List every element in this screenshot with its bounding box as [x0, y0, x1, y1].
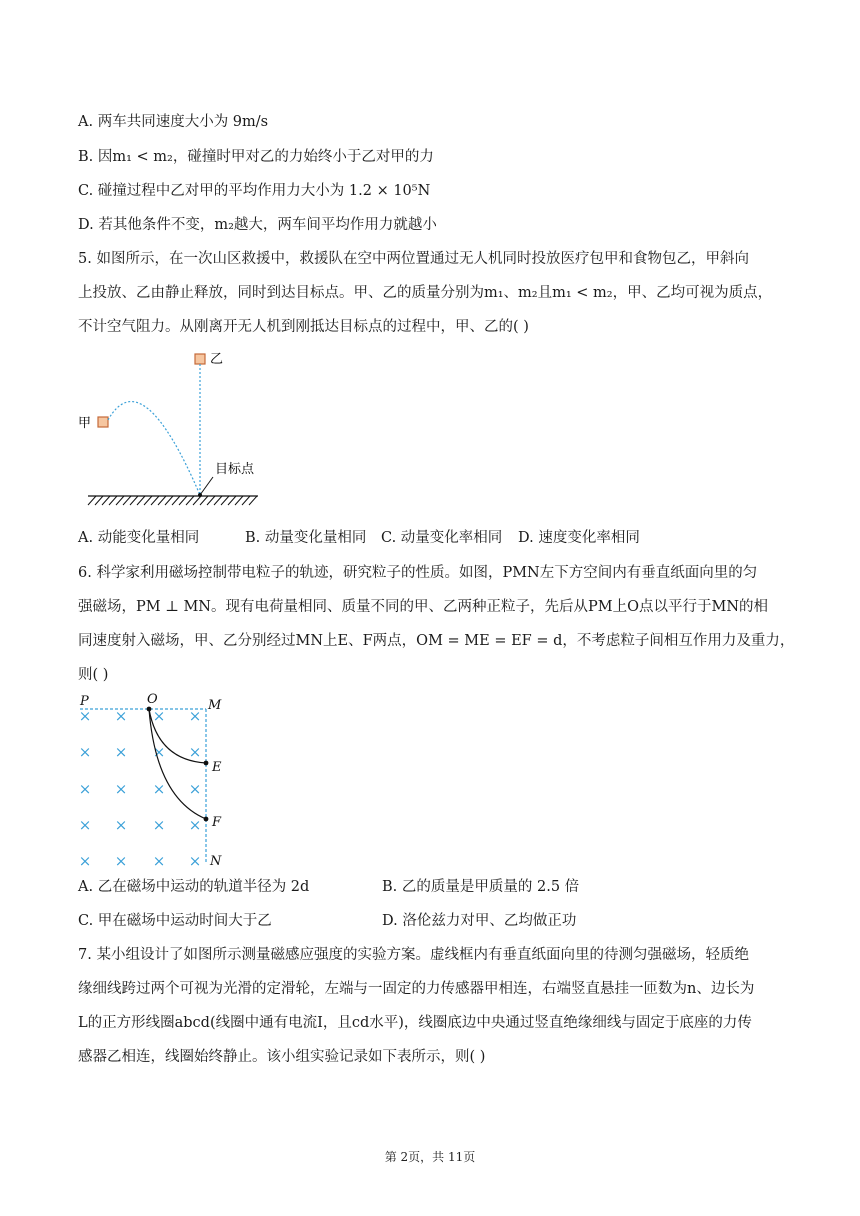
package-yi-icon	[195, 354, 205, 364]
svg-text:×: ×	[114, 743, 128, 761]
svg-text:×: ×	[188, 852, 202, 870]
q5-option-a: A. 动能变化量相同	[78, 530, 200, 546]
q6-option-d: D. 洛伦兹力对甲、乙均做正功	[382, 913, 577, 929]
q5-stem-line-2: 上投放、乙由静止释放，同时到达目标点。甲、乙的质量分别为m₁、m₂且m₁ < m₂，甲、乙均可视为质点，	[78, 285, 773, 301]
q4-option-c: C. 碰撞过程中乙对甲的平均作用力大小为 1.2 × 10⁵N	[78, 183, 431, 199]
q5-option-d: D. 速度变化率相同	[518, 530, 640, 546]
q7-stem-line-1: 7. 某小组设计了如图所示测量磁感应强度的实验方案。虚线框内有垂直纸面向里的待测匀强磁场，轻质绝	[78, 947, 749, 963]
point-e	[204, 761, 209, 766]
svg-text:×: ×	[188, 743, 202, 761]
q5-figure	[70, 345, 270, 515]
svg-text:×: ×	[114, 707, 128, 725]
point-o	[147, 707, 152, 712]
svg-text:×: ×	[78, 743, 92, 761]
svg-text:×: ×	[78, 707, 92, 725]
svg-text:×: ×	[188, 780, 202, 798]
package-jia-icon	[98, 417, 108, 427]
svg-text:×: ×	[78, 816, 92, 834]
q6-option-c: C. 甲在磁场中运动时间大于乙	[78, 913, 272, 929]
q5-option-b: B. 动量变化量相同	[245, 530, 367, 546]
q6-stem-line-1: 6. 科学家利用磁场控制带电粒子的轨迹，研究粒子的性质。如图，PMN左下方空间内有垂直纸面向里的匀	[78, 565, 758, 581]
label-yi: 乙	[210, 352, 224, 367]
label-n: N	[210, 854, 222, 869]
label-e: E	[212, 760, 222, 775]
q5-option-c: C. 动量变化率相同	[381, 530, 503, 546]
label-p: P	[80, 694, 89, 709]
svg-text:×: ×	[152, 780, 166, 798]
q6-option-b: B. 乙的质量是甲质量的 2.5 倍	[382, 879, 580, 895]
page-footer: 第 2页，共 11页	[384, 1150, 476, 1164]
target-pointer	[200, 477, 213, 495]
trajectory-yi	[149, 709, 206, 819]
svg-text:×: ×	[78, 780, 92, 798]
svg-text:×: ×	[188, 707, 202, 725]
q5-stem-line-1: 5. 如图所示，在一次山区救援中，救援队在空中两位置通过无人机同时投放医疗包甲和食物包乙，甲斜向	[78, 251, 749, 267]
label-target: 目标点	[215, 462, 255, 477]
q4-option-d: D. 若其他条件不变，m₂越大，两车间平均作用力就越小	[78, 217, 437, 233]
svg-text:×: ×	[152, 707, 166, 725]
svg-text:×: ×	[114, 816, 128, 834]
q7-stem-line-3: L的正方形线圈abcd(线圈中通有电流I，且cd水平)，线圈底边中央通过竖直绝缘细线与固定于底座的力传	[78, 1015, 752, 1031]
svg-text:×: ×	[114, 852, 128, 870]
q6-stem-line-4: 则( )	[78, 667, 109, 683]
q4-option-b: B. 因m₁ < m₂，碰撞时甲对乙的力始终小于乙对甲的力	[78, 149, 434, 165]
q4-option-a: A. 两车共同速度大小为 9m/s	[78, 114, 269, 130]
label-jia: 甲	[78, 416, 92, 431]
field-crosses	[79, 707, 202, 870]
svg-text:×: ×	[152, 743, 166, 761]
q7-stem-line-2: 缘细线跨过两个可视为光滑的定滑轮，左端与一固定的力传感器甲相连，右端竖直悬挂一匝数为n、边长为	[78, 981, 755, 997]
svg-text:×: ×	[78, 852, 92, 870]
q6-stem-line-3: 同速度射入磁场，甲、乙分别经过MN上E、F两点，OM = ME = EF = d，不考虑粒子间相互作用力及重力，	[78, 633, 795, 649]
svg-text:×: ×	[152, 816, 166, 834]
ground-hatch	[88, 496, 257, 505]
svg-text:×: ×	[152, 852, 166, 870]
svg-text:×: ×	[188, 816, 202, 834]
q6-option-a: A. 乙在磁场中运动的轨道半径为 2d	[78, 879, 310, 895]
jia-trajectory	[108, 402, 200, 495]
label-o: O	[147, 692, 158, 707]
q5-stem-line-3: 不计空气阻力。从刚离开无人机到刚抵达目标点的过程中，甲、乙的( )	[78, 319, 529, 335]
label-m: M	[208, 698, 222, 713]
point-f	[204, 817, 209, 822]
label-f: F	[212, 815, 222, 830]
q6-figure	[74, 688, 234, 872]
svg-text:×: ×	[114, 780, 128, 798]
q7-stem-line-4: 感器乙相连，线圈始终静止。该小组实验记录如下表所示，则( )	[78, 1049, 486, 1065]
q6-stem-line-2: 强磁场，PM ⊥ MN。现有电荷量相同、质量不同的甲、乙两种正粒子，先后从PM上O点以平行于MN的相	[78, 599, 769, 615]
